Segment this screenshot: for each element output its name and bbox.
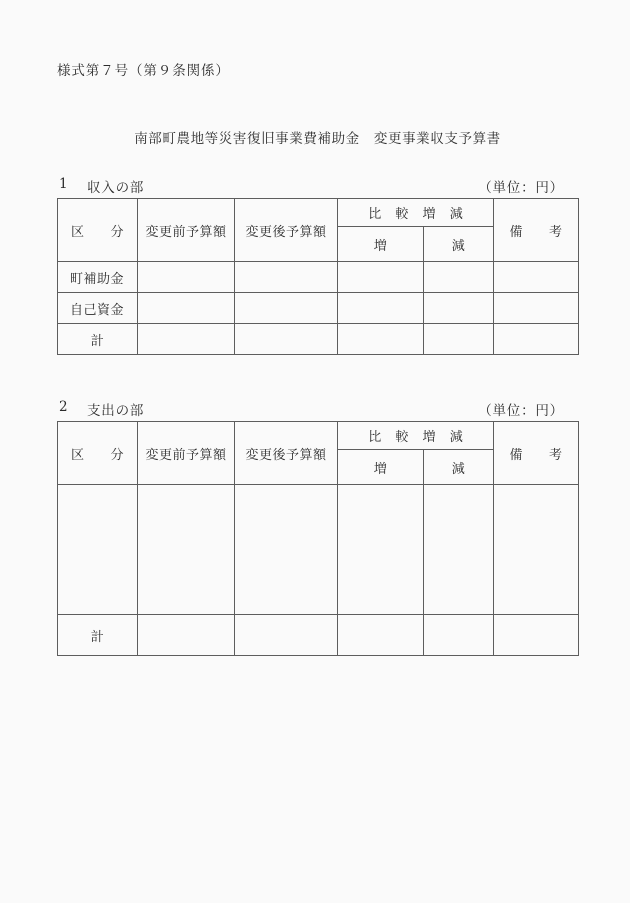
cell-increase[interactable]	[338, 324, 424, 355]
column-header-kubun-right: 分	[110, 447, 125, 463]
table-row	[58, 324, 579, 355]
row-label-own-funds: 自己資金	[58, 293, 138, 324]
column-header-before-amount: 変更前予算額	[138, 199, 235, 262]
cell-before-amount[interactable]	[138, 615, 235, 656]
column-header-comparison	[338, 422, 494, 450]
section-income-heading	[57, 176, 578, 198]
cell-note[interactable]	[494, 485, 579, 615]
column-header-note	[494, 422, 579, 485]
cell-before-amount[interactable]	[138, 485, 235, 615]
table-row	[58, 293, 579, 324]
cell-after-amount[interactable]	[235, 324, 338, 355]
column-header-after-amount: 変更後予算額	[235, 422, 338, 485]
form-number: 様式第７号（第９条関係）	[57, 63, 230, 79]
cell-after-amount[interactable]	[235, 615, 338, 656]
column-header-comparison-label: 比 較 増 減	[368, 207, 468, 222]
cell-before-amount[interactable]	[138, 324, 235, 355]
row-label-total: 計	[58, 324, 138, 355]
column-header-note-right: 考	[549, 224, 563, 240]
cell-after-amount[interactable]	[235, 293, 338, 324]
row-label-blank[interactable]	[58, 485, 138, 615]
income-table-header-row-1	[58, 199, 579, 227]
section-expenditure-number: 2	[59, 399, 69, 415]
cell-decrease[interactable]	[424, 262, 494, 293]
table-row	[58, 615, 579, 656]
column-header-kubun	[58, 199, 138, 262]
section-expenditure	[57, 399, 578, 656]
column-header-before-amount: 変更前予算額	[138, 422, 235, 485]
cell-note[interactable]	[494, 324, 579, 355]
cell-before-amount[interactable]	[138, 293, 235, 324]
table-row	[58, 485, 579, 615]
column-header-increase: 増	[338, 450, 424, 485]
column-header-note-left: 備	[509, 224, 523, 240]
section-income-number: 1	[59, 176, 69, 192]
cell-note[interactable]	[494, 262, 579, 293]
expenditure-table-header-row-1	[58, 422, 579, 450]
column-header-note-right: 考	[549, 447, 563, 463]
cell-note[interactable]	[494, 293, 579, 324]
column-header-after-amount: 変更後予算額	[235, 199, 338, 262]
cell-decrease[interactable]	[424, 324, 494, 355]
column-header-kubun-left: 区	[70, 224, 85, 240]
section-income-label: 収入の部	[87, 180, 145, 196]
section-income-unit: （単位：円）	[478, 180, 564, 196]
cell-increase[interactable]	[338, 615, 424, 656]
column-header-decrease: 減	[424, 450, 494, 485]
column-header-increase: 増	[338, 227, 424, 262]
row-label-town-subsidy: 町補助金	[58, 262, 138, 293]
row-label-total: 計	[58, 615, 138, 656]
cell-increase[interactable]	[338, 293, 424, 324]
table-row	[58, 262, 579, 293]
cell-before-amount[interactable]	[138, 262, 235, 293]
section-expenditure-label: 支出の部	[87, 403, 145, 419]
column-header-comparison	[338, 199, 494, 227]
column-header-note-left: 備	[509, 447, 523, 463]
expenditure-table	[57, 421, 579, 656]
column-header-decrease: 減	[424, 227, 494, 262]
income-table	[57, 198, 579, 355]
column-header-kubun-left: 区	[70, 447, 85, 463]
section-income	[57, 176, 578, 355]
cell-after-amount[interactable]	[235, 262, 338, 293]
cell-note[interactable]	[494, 615, 579, 656]
cell-decrease[interactable]	[424, 293, 494, 324]
cell-increase[interactable]	[338, 485, 424, 615]
cell-decrease[interactable]	[424, 615, 494, 656]
column-header-comparison-label: 比 較 増 減	[368, 430, 468, 445]
cell-after-amount[interactable]	[235, 485, 338, 615]
column-header-note	[494, 199, 579, 262]
section-expenditure-heading	[57, 399, 578, 421]
cell-increase[interactable]	[338, 262, 424, 293]
cell-decrease[interactable]	[424, 485, 494, 615]
column-header-kubun-right: 分	[110, 224, 125, 240]
column-header-kubun	[58, 422, 138, 485]
document-title: 南部町農地等災害復旧事業費補助金 変更事業収支予算書	[134, 131, 501, 147]
section-expenditure-unit: （単位：円）	[478, 403, 564, 419]
